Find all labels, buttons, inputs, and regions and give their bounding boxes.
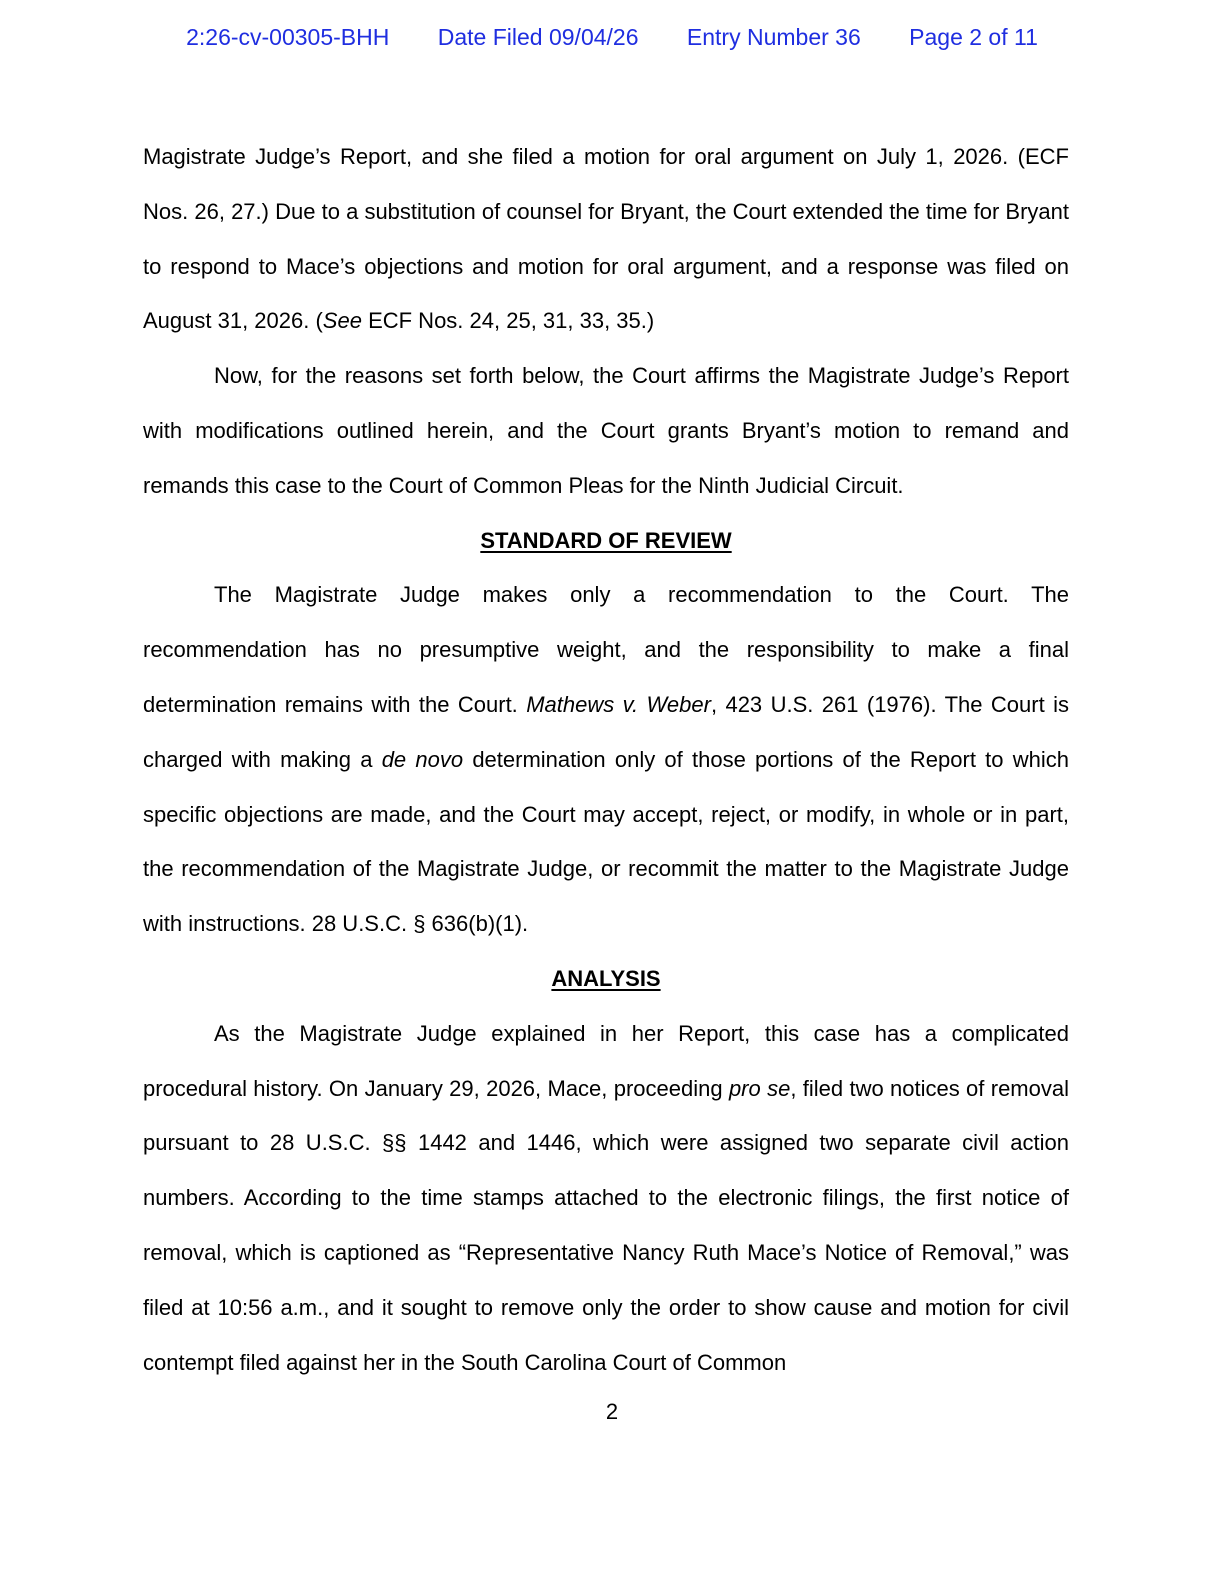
signal-see: See bbox=[322, 308, 362, 334]
heading-standard-of-review: STANDARD OF REVIEW bbox=[480, 527, 732, 553]
paragraph-4-text-b: , filed two notices of removal pursuant to 28 U.S.C. §§ 1442 and 1446, which were assigned two separate civil action numbers. According to the time stamps attached to the electronic filings, the first notice of removal, which is captioned as “Representative Nancy Ruth Mace’s Notice of Removal,” was filed at 10:56 a.m., and it sought to remove only the order to show cause and motion for civil contempt filed against her in the South Carolina Court of Common bbox=[143, 1075, 1069, 1375]
page-number: 2 bbox=[605, 1399, 619, 1424]
paragraph-1-text-a: Magistrate Judge’s Report, and she filed a motion for oral argument on July 1, 2026. (ECF Nos. 26, 27.) Due to a substitution of counsel for Bryant, the Court extended the time for Bryant to respond to Mace’s objections and motion for oral argument, and a response was filed on August 31, 2026. ( bbox=[143, 144, 1069, 334]
ecf-header bbox=[0, 20, 1224, 54]
document-body bbox=[143, 130, 1069, 1390]
term-de-novo: de novo bbox=[381, 746, 464, 772]
case-citation: Mathews v. Weber bbox=[526, 691, 711, 717]
paragraph-1-text-b: ECF Nos. 24, 25, 31, 33, 35.) bbox=[361, 308, 655, 334]
entry-number: Entry Number 36 bbox=[686, 24, 861, 50]
paragraph-4-text-a: As the Magistrate Judge explained in her Report, this case has a complicated procedural history. On January 29, 2026, Mace, proceeding bbox=[143, 1020, 1069, 1101]
paragraph-3-text-b: , 423 U.S. 261 (1976). The Court is charged with making a bbox=[143, 691, 1069, 772]
paragraph-4 bbox=[143, 1007, 1069, 1391]
heading-analysis: ANALYSIS bbox=[551, 965, 661, 991]
paragraph-3-text-c: determination only of those portions of the Report to which specific objections are made, and the Court may accept, reject, or modify, in whole or in part, the recommendation of the Magistrate Judge, or recommit the matter to the Magistrate Judge with instructions. 28 U.S.C. § 636(b)(1). bbox=[143, 746, 1069, 937]
paragraph-3 bbox=[143, 568, 1069, 952]
paragraph-1 bbox=[143, 130, 1069, 349]
term-pro-se: pro se bbox=[728, 1075, 791, 1101]
paragraph-3-text-a: The Magistrate Judge makes only a recommendation to the Court. The recommendation has no presumptive weight, and the responsibility to make a final determination remains with the Court. bbox=[143, 582, 1069, 717]
page-indicator: Page 2 of 11 bbox=[909, 24, 1038, 50]
date-filed: Date Filed 09/04/26 bbox=[437, 24, 639, 50]
paragraph-2: Now, for the reasons set forth below, the Court affirms the Magistrate Judge’s Report with modifications outlined herein, and the Court grants Bryant’s motion to remand and remands this case to the Court of Common Pleas for the Ninth Judicial Circuit. bbox=[143, 363, 1069, 498]
case-number: 2:26-cv-00305-BHH bbox=[186, 24, 390, 50]
